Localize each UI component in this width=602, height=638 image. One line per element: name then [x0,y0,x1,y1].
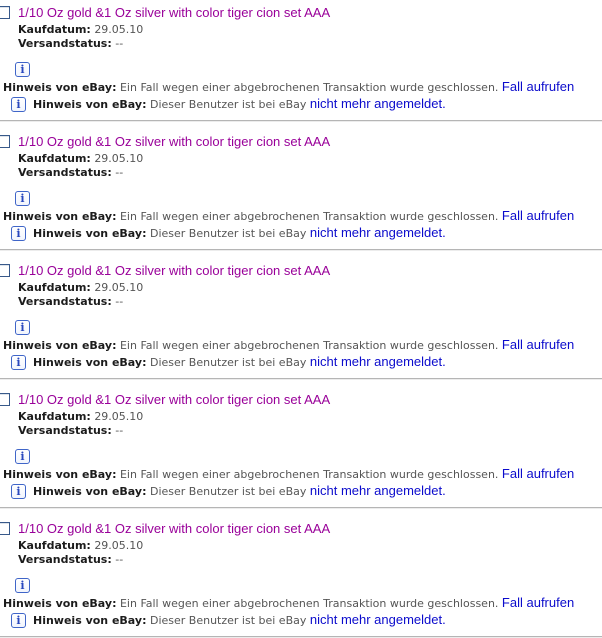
purchase-date-row [18,281,602,294]
user-notice-text-wrap [33,96,446,112]
user-notice-label: Hinweis von eBay: [33,98,147,111]
purchase-item [0,0,602,122]
info-icon: i [15,191,30,206]
user-notice-text: Dieser Benutzer ist bei eBay [149,98,307,111]
shipping-status-row [18,553,602,566]
item-title-link[interactable]: 1/10 Oz gold &1 Oz silver with color tiger cion set AAA [18,5,331,20]
purchase-date-label: Kaufdatum: [18,410,91,423]
case-notice-row [3,79,602,95]
item-title-link[interactable]: 1/10 Oz gold &1 Oz silver with color tiger cion set AAA [18,263,331,278]
user-notice-text: Dieser Benutzer ist bei eBay [149,227,307,240]
purchase-date-row [18,539,602,552]
item-checkbox[interactable] [0,264,10,277]
user-notice-row [11,612,602,628]
user-notice-row [11,483,602,499]
user-notice-row [11,354,602,370]
case-notice-label: Hinweis von eBay: [3,468,117,481]
shipping-status-label: Versandstatus: [18,424,112,437]
user-notice-text-wrap [33,612,446,628]
case-notice-icon-row [15,446,602,461]
info-icon: i [15,320,30,335]
purchase-item [0,509,602,638]
case-notice-label: Hinweis von eBay: [3,210,117,223]
user-unregistered-link[interactable]: nicht mehr angemeldet. [309,354,446,369]
info-icon: i [15,578,30,593]
case-notice-row [3,208,602,224]
case-notice-text: Ein Fall wegen einer abgebrochenen Transaktion wurde geschlossen. [119,468,499,481]
user-notice-text-wrap [33,225,446,241]
user-notice-label: Hinweis von eBay: [33,485,147,498]
case-notice-text: Ein Fall wegen einer abgebrochenen Transaktion wurde geschlossen. [119,210,499,223]
shipping-status-label: Versandstatus: [18,295,112,308]
case-notice-icon-row [15,317,602,332]
user-unregistered-link[interactable]: nicht mehr angemeldet. [309,612,446,627]
purchase-date-value: 29.05.10 [94,539,144,552]
shipping-status-label: Versandstatus: [18,37,112,50]
shipping-status-value: -- [115,166,124,179]
case-notice-icon-row [15,575,602,590]
info-icon: i [15,62,30,77]
purchase-date-label: Kaufdatum: [18,281,91,294]
case-notice-row [3,595,602,611]
purchase-item [0,251,602,380]
item-title-link[interactable]: 1/10 Oz gold &1 Oz silver with color tiger cion set AAA [18,392,331,407]
item-checkbox[interactable] [0,6,10,19]
shipping-status-row [18,37,602,50]
shipping-status-row [18,166,602,179]
item-title-row [0,521,602,536]
purchase-date-label: Kaufdatum: [18,152,91,165]
item-title-row [0,263,602,278]
item-checkbox[interactable] [0,393,10,406]
user-unregistered-link[interactable]: nicht mehr angemeldet. [309,96,446,111]
user-notice-label: Hinweis von eBay: [33,227,147,240]
purchase-date-label: Kaufdatum: [18,23,91,36]
open-case-link[interactable]: Fall aufrufen [501,595,575,610]
purchase-date-value: 29.05.10 [94,23,144,36]
info-icon: i [11,226,26,241]
shipping-status-label: Versandstatus: [18,553,112,566]
case-notice-text: Ein Fall wegen einer abgebrochenen Transaktion wurde geschlossen. [119,597,499,610]
item-title-row [0,5,602,20]
case-notice-row [3,466,602,482]
purchase-date-value: 29.05.10 [94,152,144,165]
shipping-status-value: -- [115,553,124,566]
item-title-link[interactable]: 1/10 Oz gold &1 Oz silver with color tiger cion set AAA [18,134,331,149]
info-icon: i [11,484,26,499]
info-icon: i [11,97,26,112]
user-notice-row [11,225,602,241]
purchase-date-value: 29.05.10 [94,281,144,294]
case-notice-text: Ein Fall wegen einer abgebrochenen Transaktion wurde geschlossen. [119,81,499,94]
user-notice-text: Dieser Benutzer ist bei eBay [149,356,307,369]
purchase-date-value: 29.05.10 [94,410,144,423]
case-notice-label: Hinweis von eBay: [3,339,117,352]
purchase-item [0,380,602,509]
case-notice-icon-row [15,188,602,203]
case-notice-icon-row [15,59,602,74]
purchase-item [0,122,602,251]
user-notice-text-wrap [33,483,446,499]
case-notice-label: Hinweis von eBay: [3,597,117,610]
purchase-date-label: Kaufdatum: [18,539,91,552]
item-checkbox[interactable] [0,522,10,535]
case-notice-text: Ein Fall wegen einer abgebrochenen Transaktion wurde geschlossen. [119,339,499,352]
shipping-status-value: -- [115,37,124,50]
user-notice-text-wrap [33,354,446,370]
user-notice-label: Hinweis von eBay: [33,614,147,627]
purchase-date-row [18,152,602,165]
case-notice-label: Hinweis von eBay: [3,81,117,94]
user-notice-text: Dieser Benutzer ist bei eBay [149,614,307,627]
info-icon: i [15,449,30,464]
user-unregistered-link[interactable]: nicht mehr angemeldet. [309,483,446,498]
purchase-date-row [18,410,602,423]
user-unregistered-link[interactable]: nicht mehr angemeldet. [309,225,446,240]
shipping-status-value: -- [115,424,124,437]
case-notice-row [3,337,602,353]
item-checkbox[interactable] [0,135,10,148]
info-icon: i [11,355,26,370]
open-case-link[interactable]: Fall aufrufen [501,466,575,481]
open-case-link[interactable]: Fall aufrufen [501,79,575,94]
item-title-row [0,392,602,407]
item-title-row [0,134,602,149]
open-case-link[interactable]: Fall aufrufen [501,208,575,223]
purchase-date-row [18,23,602,36]
shipping-status-row [18,424,602,437]
open-case-link[interactable]: Fall aufrufen [501,337,575,352]
shipping-status-label: Versandstatus: [18,166,112,179]
item-title-link[interactable]: 1/10 Oz gold &1 Oz silver with color tiger cion set AAA [18,521,331,536]
info-icon: i [11,613,26,628]
shipping-status-value: -- [115,295,124,308]
shipping-status-row [18,295,602,308]
user-notice-row [11,96,602,112]
user-notice-label: Hinweis von eBay: [33,356,147,369]
user-notice-text: Dieser Benutzer ist bei eBay [149,485,307,498]
